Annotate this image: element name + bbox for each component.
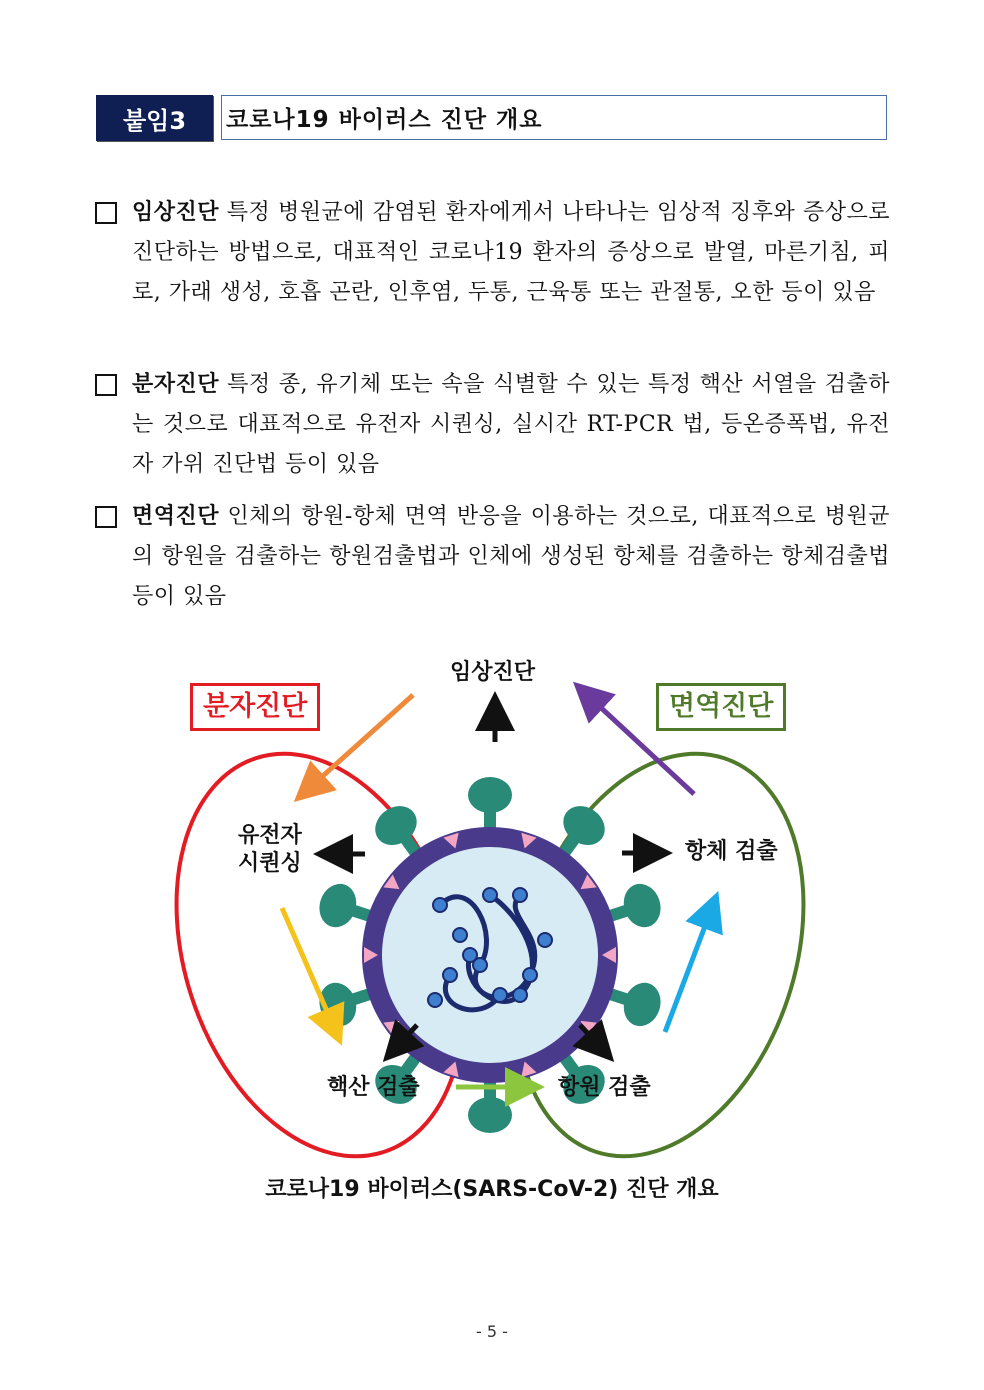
list-item-molecular <box>95 365 890 485</box>
yellow-arrow-icon <box>282 908 336 1032</box>
attachment-tag: 붙임3 <box>96 95 213 141</box>
figure-caption: 코로나19 바이러스(SARS-CoV-2) 진단 개요 <box>265 1177 719 1202</box>
description: 특정 종, 유기체 또는 속을 식별할 수 있는 특정 핵산 서열을 검출하는 것으로 대표적으로 유전자 시퀀싱, 실시간 RT-PCR 법, 등온증폭법, 유전자 가위 진단법 등이 있음 <box>132 372 890 477</box>
term: 분자진단 <box>132 372 220 397</box>
term: 면역진단 <box>132 504 220 529</box>
diagnosis-diagram <box>160 650 840 1170</box>
gene-sequencing-label-line2: 시퀀싱 <box>238 851 302 876</box>
term: 임상진단 <box>132 200 220 225</box>
description: 인체의 항원-항체 면역 반응을 이용하는 것으로, 대표적으로 병원균의 항원을 검출하는 항원검출법과 인체에 생성된 항체를 검출하는 항체검출법 등이 있음 <box>132 504 890 609</box>
paragraph <box>132 193 890 313</box>
gene-sequencing-label-line1: 유전자 <box>238 823 302 848</box>
paragraph <box>132 497 890 617</box>
checkbox-square-icon <box>95 202 117 224</box>
blue-arrow-icon <box>665 905 713 1032</box>
clinical-label: 임상진단 <box>450 660 536 685</box>
antibody-detection-label: 항체 검출 <box>685 839 778 864</box>
nucleic-acid-detection-label: 핵산 검출 <box>327 1075 420 1100</box>
description: 특정 병원균에 감염된 환자에게서 나타나는 임상적 징후와 증상으로 진단하는 방법으로, 대표적인 코로나19 환자의 증상으로 발열, 마른기침, 피로, 가래 생성, 호흡 곤란, 인후염, 두통, 근육통 또는 관절통, 오한 등이 있음 <box>132 200 890 305</box>
page-title: 코로나19 바이러스 진단 개요 <box>221 95 887 140</box>
immune-box: 면역진단 <box>656 683 786 731</box>
paragraph <box>132 365 890 485</box>
molecular-box: 분자진단 <box>190 683 320 731</box>
checkbox-square-icon <box>95 374 117 396</box>
list-item-immune <box>95 497 890 617</box>
list-item-clinical <box>95 193 890 313</box>
page-number: - 5 - <box>476 1322 508 1341</box>
checkbox-square-icon <box>95 506 117 528</box>
antigen-detection-label: 항원 검출 <box>558 1075 651 1100</box>
orange-arrow-icon <box>305 695 413 792</box>
